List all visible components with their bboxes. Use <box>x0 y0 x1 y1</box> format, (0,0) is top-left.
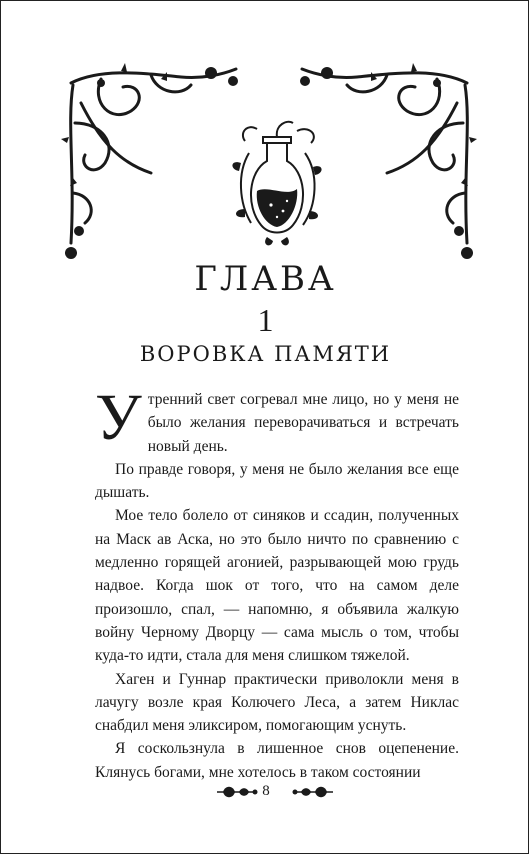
body-text <box>95 381 459 784</box>
paragraph: Хаген и Гуннар практически приволокли меня в лачугу возле края Колючего Леса, а затем Никлас снабдил меня эликсиром, помогающим уснуть. <box>95 670 459 735</box>
potion-bottle-icon <box>227 113 327 253</box>
drop-cap: У <box>95 381 142 454</box>
chapter-number: 1 <box>257 302 274 338</box>
page-number: 8 <box>262 783 270 799</box>
paragraph: Утренний свет согревал мне лицо, но у меня не было желания переворачиваться и встречать новый день. <box>95 381 459 455</box>
paragraph: По правде говоря, у меня не было желания все еще дышать. <box>95 460 459 502</box>
paragraph: Я соскользнула в лишенное снов оцепенение. Клянусь богами, мне хотелось в таком состоянии <box>95 740 459 781</box>
leaf-sprig-icon <box>215 783 259 801</box>
thorny-vine-corner-icon <box>61 63 241 263</box>
chapter-title: ВОРОВКА ПАМЯТИ <box>139 342 392 366</box>
paragraph: Мое тело болело от синяков и ссадин, полученных на Маск ав Аска, но это было ничто по сравнению с медленно горящей агонией, разрывающей мою грудь надвое. Когда шок от того, что на самом деле произошло, спал, — напомню, я объявила жалкую войну Черному Дворцу — сама мысль о том, чтобы куда-то идти, стала для меня слишком тяжелой. <box>95 507 459 665</box>
leaf-sprig-icon <box>291 783 335 801</box>
chapter-label: ГЛАВА <box>194 259 337 299</box>
page-footer <box>1 781 529 805</box>
